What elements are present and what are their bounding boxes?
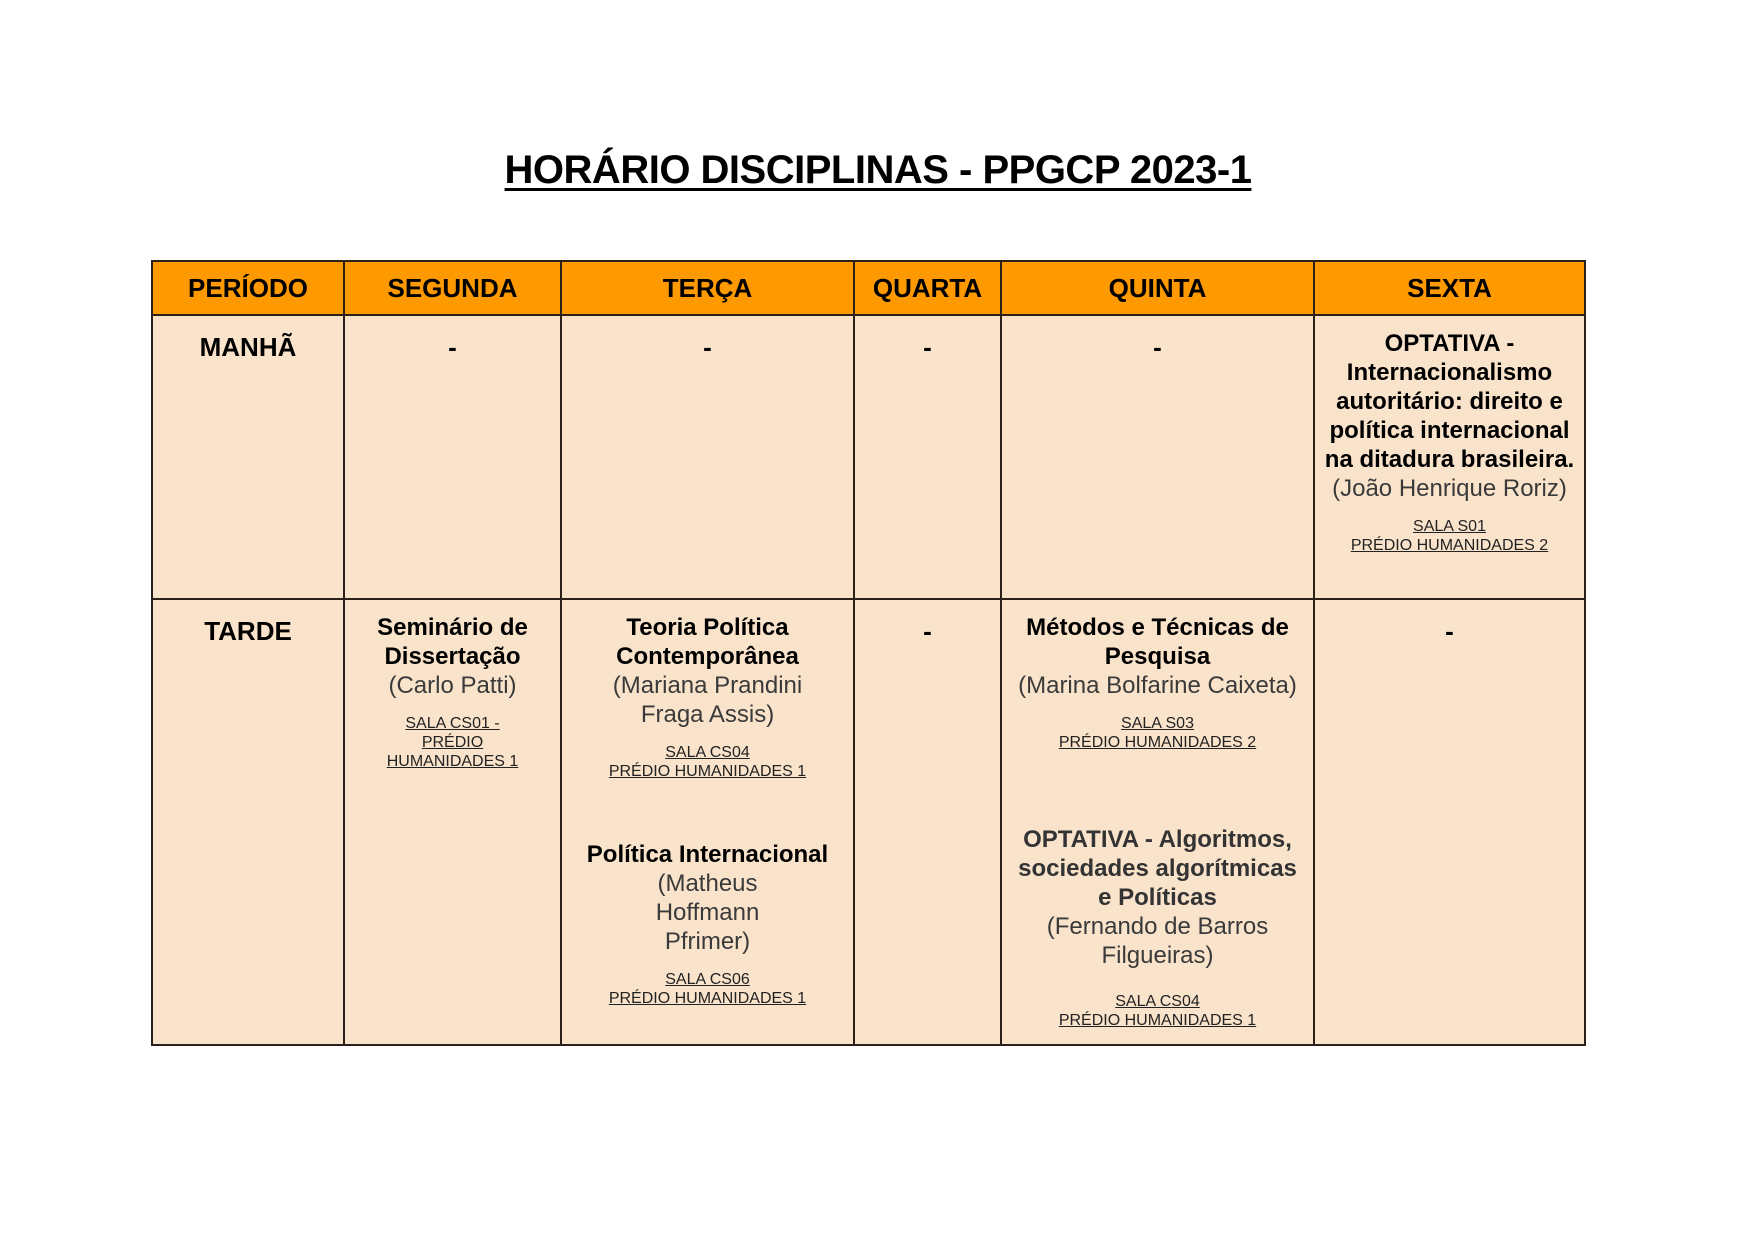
header-sexta: SEXTA [1314,261,1585,315]
empty-slot: - [703,332,712,362]
period-label: MANHÃ [199,332,297,362]
course-room [1323,517,1576,555]
page-title: HORÁRIO DISCIPLINAS - PPGCP 2023-1 [504,148,1252,192]
cell-period [152,599,344,1045]
header-periodo: PERÍODO [152,261,344,315]
building-label: PRÉDIO HUMANIDADES 1 [608,763,807,780]
room-label: SALA CS04 [1115,993,1200,1010]
course-professor: (Marina Bolfarine Caixeta) [1018,672,1297,699]
course-block [1002,600,1313,752]
course-block [562,827,853,1008]
course-block [562,600,853,781]
room-label: SALA CS06 [665,971,750,988]
cell-terca [561,599,854,1045]
course-professor: (Fernando de Barros Filgueiras) [1046,913,1269,969]
room-label: SALA S03 [1121,715,1194,732]
course-professor: (Matheus Hoffmann Pfrimer) [655,870,760,955]
building-label: PRÉDIO HUMANIDADES 2 [1058,734,1257,751]
course-block [1002,812,1313,1030]
course-room [570,970,845,1008]
course-professor: (João Henrique Roriz) [1332,475,1567,502]
table-row-manha [152,315,1585,599]
course-title: Métodos e Técnicas de Pesquisa [1026,614,1289,670]
course-title: Seminário de Dissertação [377,614,528,670]
header-terca: TERÇA [561,261,854,315]
cell-quinta [1001,599,1314,1045]
course-block [345,600,560,771]
cell-segunda [344,315,561,599]
room-label: SALA S01 [1413,518,1486,535]
header-segunda: SEGUNDA [344,261,561,315]
course-room: SALA CS01 - PRÉDIO HUMANIDADES 1 [386,715,519,770]
cell-period [152,315,344,599]
cell-quarta [854,315,1001,599]
empty-slot: - [448,332,457,362]
schedule-table [151,260,1586,1046]
cell-quinta [1001,315,1314,599]
course-room [1010,714,1305,752]
header-row [152,261,1585,315]
course-title: Teoria Política Contemporânea [616,614,799,670]
header-quinta: QUINTA [1001,261,1314,315]
header-quarta: QUARTA [854,261,1001,315]
course-professor: (Mariana Prandini Fraga Assis) [612,672,803,728]
cell-terca [561,315,854,599]
room-label: SALA CS04 [665,744,750,761]
empty-slot: - [1445,616,1454,646]
period-label: TARDE [204,616,292,646]
table-row-tarde [152,599,1585,1045]
course-title: OPTATIVA - Algoritmos, sociedades algorítmicas e Políticas [1018,826,1297,911]
course-block [1315,316,1584,555]
cell-sexta [1314,599,1585,1045]
empty-slot: - [923,332,932,362]
cell-quarta [854,599,1001,1045]
cell-sexta [1314,315,1585,599]
course-room [1010,992,1305,1030]
course-room [570,743,845,781]
course-professor: (Carlo Patti) [388,672,517,699]
empty-slot: - [923,616,932,646]
cell-segunda [344,599,561,1045]
course-title: Política Internacional [586,841,829,868]
building-label: PRÉDIO HUMANIDADES 2 [1350,537,1549,554]
empty-slot: - [1153,332,1162,362]
course-title: OPTATIVA - Internacionalismo autoritário: direito e política internacional na ditadura brasileira. [1324,330,1575,473]
building-label: PRÉDIO HUMANIDADES 1 [608,990,807,1007]
building-label: PRÉDIO HUMANIDADES 1 [1058,1012,1257,1029]
